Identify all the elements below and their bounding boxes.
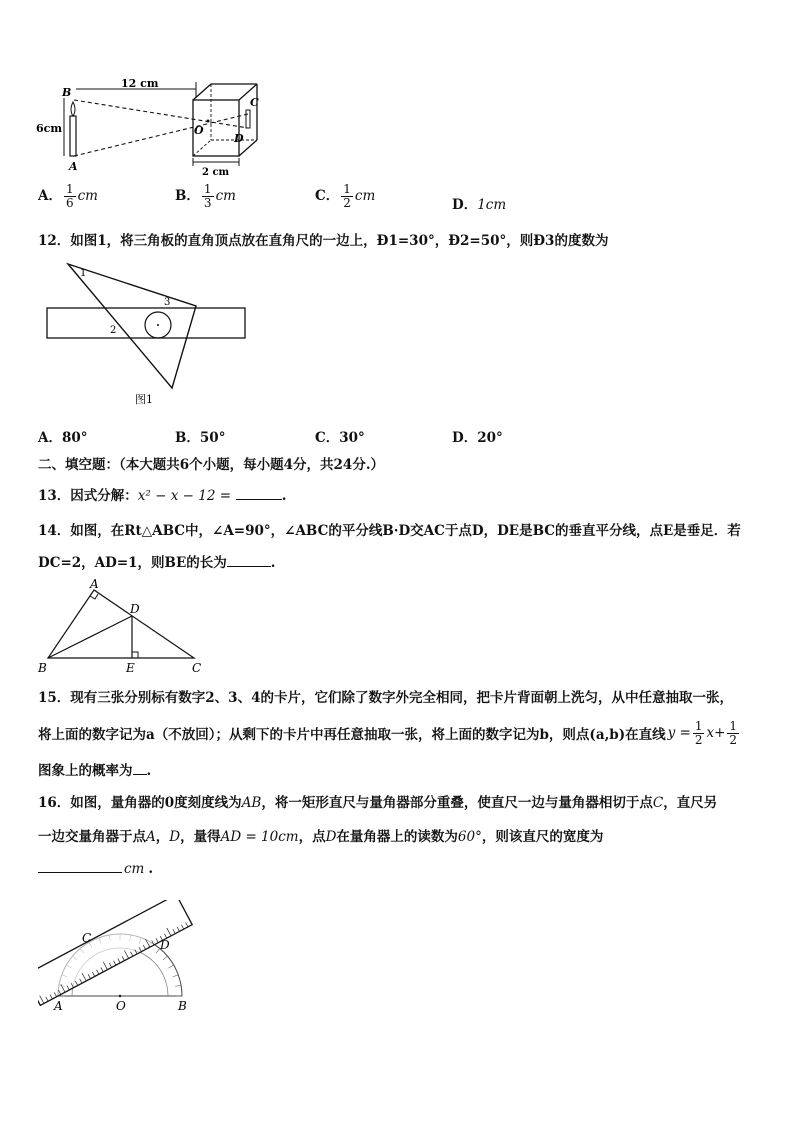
label-B: B xyxy=(38,661,47,675)
q11-option-d[interactable]: D．1cm xyxy=(452,197,507,213)
q15-line3: 图象上的概率为 . xyxy=(38,763,152,779)
ray-upper xyxy=(74,100,248,128)
q12-figure xyxy=(44,258,254,408)
q15-half-2: $\frac{1}{2}$ xyxy=(729,718,738,747)
candle xyxy=(70,116,76,156)
label-E: E xyxy=(126,661,135,675)
label-12cm: 12 cm xyxy=(121,78,159,90)
q12-option-c[interactable]: C．30° xyxy=(315,430,365,446)
protractor-tick xyxy=(175,985,181,986)
q11-option-b[interactable]: B． $\frac{1}{3}$ cm xyxy=(175,182,236,210)
q15-answer-blank[interactable] xyxy=(133,774,147,775)
q16-answer-blank[interactable] xyxy=(38,872,122,873)
label-O: O xyxy=(194,124,204,137)
q14-line1: 14．如图，在Rt△ABC中，∠A=90°，∠ABC的平分线B·D交AC于点D，DE是BC的垂直平分线，点E是垂足．若 xyxy=(38,523,741,539)
q16-line1: 16．如图，量角器的0度刻度线为AB，将一矩形直尺与量角器部分重叠，使直尺一边与量角器相切于点C，直尺另 xyxy=(38,795,718,811)
q16-line3: cm . xyxy=(38,861,153,877)
angle-1: 1 xyxy=(80,268,87,279)
candle-flame xyxy=(71,102,75,116)
label-O: O xyxy=(116,999,126,1013)
figure-caption: 图1 xyxy=(135,393,153,406)
label-D: D xyxy=(234,132,244,145)
q12-stem: 12．如图1，将三角板的直角顶点放在直角尺的一边上，Ð1=30°，Ð2=50°，则Ð3的度数为 xyxy=(38,233,609,249)
label-A: A xyxy=(90,578,99,591)
section-title-fill-in: 二、填空题：（本大题共6个小题，每小题4分，共24分.） xyxy=(38,457,385,473)
q16-line2: 一边交量角器于点A，D，量得AD = 10cm，点D在量角器上的读数为60°，则该直尺的宽度为 xyxy=(38,829,604,845)
q12-option-a[interactable]: A．80° xyxy=(38,430,88,446)
q12-option-d[interactable]: D．20° xyxy=(452,430,503,446)
q11-option-a[interactable]: A． $\frac{1}{6}$ cm xyxy=(38,182,98,210)
q12-option-b[interactable]: B．50° xyxy=(175,430,226,446)
q15-line2: 将上面的数字记为a（不放回）；从剩下的卡片中再任意抽取一张，将上面的数字记为b，则点(a,b)在直线 y = $\frac{1}{2}$ x+ $\frac{1}{2}$ xyxy=(38,718,738,747)
q14-answer-blank[interactable] xyxy=(227,566,271,567)
protractor-tick xyxy=(168,965,173,968)
protractor-tick xyxy=(163,956,168,960)
ruler xyxy=(38,900,192,1005)
triangle-abc xyxy=(48,590,194,658)
q14-line2: DC=2，AD=1，则BE的长为 . xyxy=(38,555,276,571)
label-A: A xyxy=(54,999,63,1013)
label-6cm: 6cm xyxy=(36,122,62,135)
q14-figure xyxy=(34,578,204,678)
ray-lower xyxy=(74,114,248,156)
triangle-plate xyxy=(68,264,196,388)
q16-point-d-2: D xyxy=(325,829,337,845)
q13-answer-blank[interactable] xyxy=(236,499,282,500)
q13-line: 13．因式分解：x² − x − 12 = . xyxy=(38,488,287,504)
label-B: B xyxy=(62,86,72,99)
label-D: D xyxy=(160,938,170,952)
label-D: D xyxy=(130,602,140,616)
label-C: C xyxy=(82,931,92,945)
label-A: A xyxy=(69,160,78,173)
protractor-tick xyxy=(173,975,179,977)
ruler-rect xyxy=(47,308,245,338)
q15-line1: 15．现有三张分别标有数字2、3、4的卡片，它们除了数字外完全相同，把卡片背面朝上洗匀，从中任意抽取一张， xyxy=(38,690,733,706)
angle-3: 3 xyxy=(164,297,171,308)
label-B: B xyxy=(178,999,187,1013)
label-2cm: 2 cm xyxy=(202,167,230,178)
bisector-bd xyxy=(48,616,132,658)
label-C: C xyxy=(250,96,259,109)
q16-figure xyxy=(38,900,218,1015)
angle-2: 2 xyxy=(110,325,117,336)
label-C: C xyxy=(192,661,202,675)
q11-figure xyxy=(36,78,276,178)
q11-option-c[interactable]: C． $\frac{1}{2}$ cm xyxy=(315,182,376,210)
